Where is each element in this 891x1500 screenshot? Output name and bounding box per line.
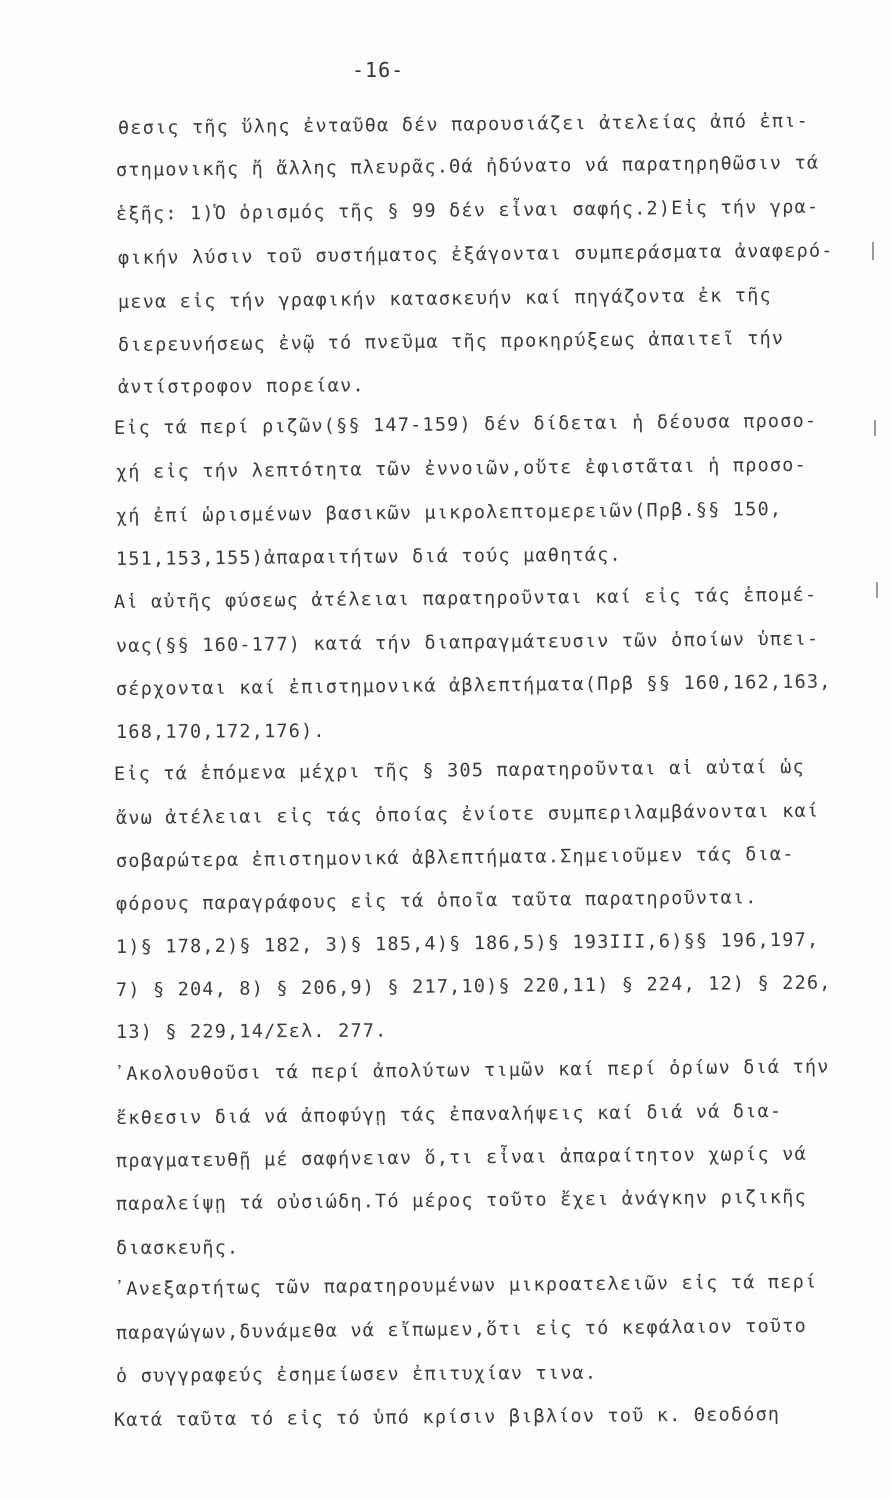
page-edge-mark (876, 582, 878, 598)
text-line-13: νας(§§ 160-177) κατά τήν διαπραγμάτευσιν τῶν ὁποίων ὑπει- (115, 628, 820, 657)
text-line-23: ᾽Ακολουθοῦσι τά περί ἀπολύτων τιμῶν καί περί ὁρίων διά τήν (113, 1056, 830, 1085)
text-line-9: χή εἰς τήν λεπτότητα τῶν ἐννοιῶν,οὔτε ἐφιστᾶται ἡ προσο- (115, 454, 808, 483)
text-line-26: παραλείψῃ τά οὐσιώδη.Τό μέρος τοῦτο ἔχει ἀνάγκην ριζικῆς (115, 1186, 808, 1215)
page-number: -16- (352, 58, 405, 82)
text-line-28: ᾽Ανεξαρτήτως τῶν παρατηρουμένων μικροατελειῶν εἰς τά περί (113, 1271, 818, 1300)
text-line-31: Κατά ταῦτα τό εἰς τό ὑπό κρίσιν βιβλίον τοῦ κ. Θεοδόση (113, 1404, 781, 1431)
text-line-3: ἑξῆς: 1)Ὁ ὁρισμός τῆς § 99 δέν εἶναι σαφής.2)Εἰς τήν γρα- (115, 196, 820, 225)
text-line-17: ἄνω ἀτέλειαι εἰς τάς ὁποίας ἐνίοτε συμπεριλαμβάνονται καί (115, 800, 820, 829)
text-line-4: φικήν λύσιν τοῦ συστήματος ἐξάγονται συμπεράσματα ἀναφερό- (117, 240, 834, 269)
text-line-27: διασκευῆς. (115, 1237, 240, 1259)
text-line-11: 151,153,155)ἀπαραιτήτων διά τούς μαθητάς. (115, 544, 622, 570)
text-line-16: Εἰς τά ἑπόμενα μέχρι τῆς § 305 παρατηροῦνται αἱ αὐταί ὡς (113, 756, 806, 785)
page-edge-mark (872, 242, 874, 260)
text-line-25: πραγματευθῇ μέ σαφήνειαν ὅ,τι εἶναι ἀπαραίτητον χωρίς νά (115, 1143, 808, 1172)
text-line-1: θεσις τῆς ὕλης ἐνταῦθα δέν παρουσιάζει ἀτελείας ἀπό ἐπι- (117, 110, 810, 139)
text-line-18: σοβαρώτερα ἐπιστημονικά ἀβλεπτήματα.Σημειοῦμεν τάς δια- (115, 843, 795, 872)
text-line-22: 13) § 229,14/Σελ. 277. (115, 1020, 388, 1043)
text-line-12: Αἱ αὐτῆς φύσεως ἀτέλειαι παρατηροῦνται καί εἰς τάς ἑπομέ- (113, 584, 818, 613)
text-line-6: διερευνήσεως ἐνῷ τό πνεῦμα τῆς προκηρύξεως ἀπαιτεῖ τήν (117, 328, 785, 356)
text-line-7: ἀντίστροφον πορείαν. (117, 375, 365, 398)
text-line-5: μενα εἰς τήν γραφικήν κατασκευήν καί πηγάζοντα ἐκ τῆς (117, 285, 772, 313)
text-line-29: παραγώγων,δυνάμεθα νά εἴπωμεν,ὅτι εἰς τό κεφάλαιον τοῦτο (115, 1315, 808, 1344)
text-line-14: σέρχονται καί ἐπιστημονικά ἀβλεπτήματα(Πρβ §§ 160,162,163, (115, 671, 832, 700)
text-line-30: ὁ συγγραφεύς ἐσημείωσεν ἐπιτυχίαν τινα. (115, 1362, 598, 1387)
text-line-19: φόρους παραγράφους εἰς τά ὁποῖα ταῦτα παρατηροῦνται. (115, 887, 758, 915)
text-line-8: Εἰς τά περί ριζῶν(§§ 147-159) δέν δίδεται ἡ δέουσα προσο- (113, 410, 818, 439)
text-line-15: 168,170,172,176). (115, 720, 326, 743)
text-line-24: ἔκθεσιν διά νά ἀποφύγῃ τάς ἐπαναλήψεις καί διά νά δια- (115, 1101, 783, 1129)
page-edge-mark (874, 420, 876, 436)
text-line-20: 1)§ 178,2)§ 182, 3)§ 185,4)§ 186,5)§ 193III,6)§§ 196,197, (115, 929, 820, 958)
text-line-21: 7) § 204, 8) § 206,9) § 217,10)§ 220,11) § 224, 12) § 226, (115, 972, 832, 1001)
text-line-2: στημονικῆς ἤ ἄλλης πλευρᾶς.Θά ἠδύνατο νά παρατηρηθῶσιν τά (115, 152, 820, 181)
text-line-10: χή ἐπί ὡρισμένων βασικῶν μικρολεπτομερειῶν(Πρβ.§§ 150, (115, 499, 783, 527)
